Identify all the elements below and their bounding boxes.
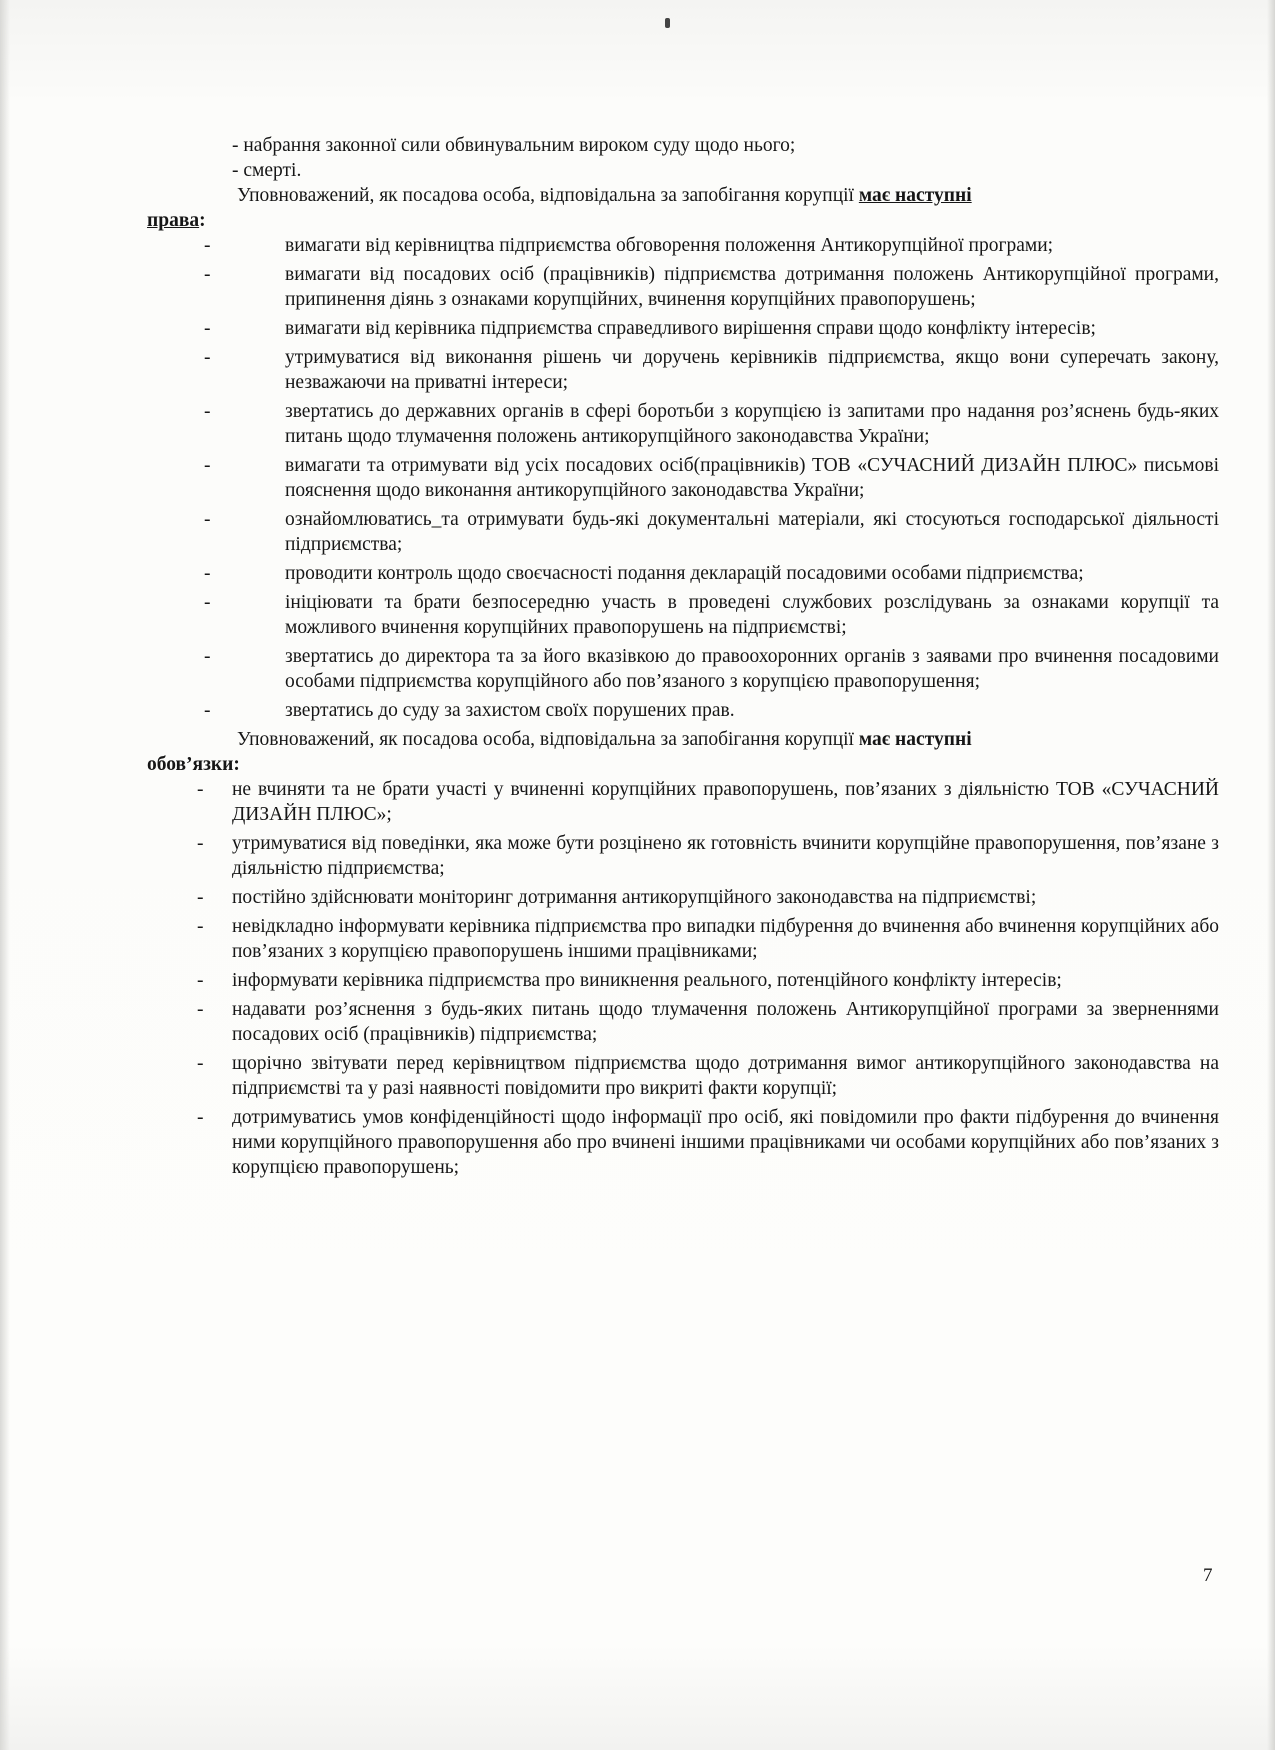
list-item [147, 590, 1219, 640]
duties-heading-text: Уповноважений, як посадова особа, відповідальна за запобігання корупції [237, 729, 854, 750]
list-item-text: ознайомлюватись_та отримувати будь-які документальні матеріали, які стосуються господарської діяльності підприємства; [285, 509, 1219, 555]
document-body [147, 133, 1219, 1184]
scan-edge-left [0, 0, 10, 1750]
list-item-text: невідкладно інформувати керівника підприємства про випадки підбурення до вчинення або вчинення корупційних або пов’язаних з корупцією правопорушень іншими працівниками; [232, 916, 1219, 962]
list-item [147, 399, 1219, 449]
rights-heading-text: Уповноважений, як посадова особа, відповідальна за запобігання корупції [237, 185, 854, 206]
dash-marker: - [197, 999, 204, 1020]
list-item-text: звертатись до директора та за його вказівкою до правоохоронних органів з заявами про вчинення посадовими особами підприємства корупційного або пов’язаного з корупцією правопорушення; [285, 646, 1219, 692]
list-item-text: постійно здійснювати моніторинг дотримання антикорупційного законодавства на підприємстві; [232, 887, 1037, 908]
list-item-text: утримуватися від виконання рішень чи доручень керівників підприємства, якщо вони суперечать закону, незважаючи на приватні інтереси; [285, 347, 1219, 393]
list-item-text: вимагати від керівника підприємства справедливого вирішення справи щодо конфлікту інтересів; [285, 318, 1096, 339]
rights-list [147, 233, 1219, 723]
list-item [147, 698, 1219, 723]
dash-marker: - [204, 347, 211, 368]
dash-marker: - [204, 264, 211, 285]
dash-marker: - [204, 401, 211, 422]
dash-marker: - [204, 563, 211, 584]
dash-marker: - [204, 592, 211, 613]
list-item [147, 233, 1219, 258]
rights-heading [147, 183, 1219, 208]
duties-list [147, 777, 1219, 1180]
list-item-text: ініціювати та брати безпосередню участь в проведені службових розслідувань за ознаками корупції та можливого вчинення корупційних правопорушень на підприємстві; [285, 592, 1219, 638]
dash-marker: - [197, 916, 204, 937]
dash-marker: - [197, 833, 204, 854]
scan-mark [665, 18, 670, 28]
dash-marker: - [204, 235, 211, 256]
list-item [147, 1051, 1219, 1101]
list-item [147, 345, 1219, 395]
dash-marker: - [197, 970, 204, 991]
rights-heading-emphasis: має наступні [858, 185, 972, 206]
intro-item: - смерті. [232, 160, 302, 181]
list-item-text: проводити контроль щодо своєчасності подання декларацій посадовими особами підприємства; [285, 563, 1084, 584]
list-item-text: звертатись до суду за захистом своїх порушених прав. [285, 700, 735, 721]
list-item [147, 1105, 1219, 1180]
list-item [147, 507, 1219, 557]
dash-marker: - [204, 318, 211, 339]
list-item [147, 997, 1219, 1047]
dash-marker: - [204, 646, 211, 667]
list-item-text: щорічно звітувати перед керівництвом підприємства щодо дотримання вимог антикорупційного законодавства на підприємстві та у разі наявності повідомити про викриті факти корупції; [232, 1053, 1219, 1099]
list-item [147, 831, 1219, 881]
list-item-text: інформувати керівника підприємства про виникнення реального, потенційного конфлікту інтересів; [232, 970, 1062, 991]
duties-heading [147, 727, 1219, 752]
list-item [147, 644, 1219, 694]
dash-marker: - [204, 700, 211, 721]
list-item-text: надавати роз’яснення з будь-яких питань щодо тлумачення положень Антикорупційної програми за зверненнями посадових осіб (працівників) підприємства; [232, 999, 1219, 1045]
list-item [147, 914, 1219, 964]
rights-label [147, 208, 1219, 233]
list-item [147, 561, 1219, 586]
list-item [147, 777, 1219, 827]
scan-edge-right [1267, 0, 1275, 1750]
list-item-text: дотримуватись умов конфіденційності щодо інформації про осіб, які повідомили про факти підбурення до вчинення ними корупційного правопорушення або про вчинені іншими працівниками чи особами корупційних або пов’язаних з корупцією правопорушень; [232, 1107, 1219, 1178]
list-item-text: вимагати від керівництва підприємства обговорення положення Антикорупційної програми; [285, 235, 1054, 256]
page-number: 7 [1203, 1565, 1213, 1586]
duties-label: обов’язки: [147, 754, 240, 775]
list-item-text: звертатись до державних органів в сфері боротьби з корупцією із запитами про надання роз’яснень будь-яких питань щодо тлумачення положень антикорупційного законодавства України; [285, 401, 1219, 447]
list-item-text: не вчиняти та не брати участі у вчиненні корупційних правопорушень, пов’язаних з діяльністю ТОВ «СУЧАСНИЙ ДИЗАЙН ПЛЮС»; [232, 779, 1219, 825]
rights-label-text: права [147, 210, 200, 231]
duties-heading-emphasis: має наступні [858, 729, 972, 750]
dash-marker: - [197, 1107, 204, 1128]
list-item [147, 968, 1219, 993]
list-item [147, 885, 1219, 910]
dash-marker: - [197, 1053, 204, 1074]
rights-label-suffix: : [199, 210, 206, 231]
list-item-text: вимагати від посадових осіб (працівників) підприємства дотримання положень Антикорупційної програми, припинення діянь з ознаками корупційних, вчинення корупційних правопорушень; [285, 264, 1219, 310]
list-item-text: утримуватися від поведінки, яка може бути розцінено як готовність вчинити корупційне правопорушення, пов’язане з діяльністю підприємства; [232, 833, 1219, 879]
list-item [147, 262, 1219, 312]
dash-marker: - [197, 887, 204, 908]
dash-marker: - [197, 779, 204, 800]
list-item [147, 316, 1219, 341]
dash-marker: - [204, 455, 211, 476]
list-item-text: вимагати та отримувати від усіх посадових осіб(працівників) ТОВ «СУЧАСНИЙ ДИЗАЙН ПЛЮС» письмові пояснення щодо виконання антикорупційного законодавства України; [285, 455, 1219, 501]
dash-marker: - [204, 509, 211, 530]
list-item [147, 453, 1219, 503]
intro-item: - набрання законної сили обвинувальним вироком суду щодо нього; [232, 135, 796, 156]
